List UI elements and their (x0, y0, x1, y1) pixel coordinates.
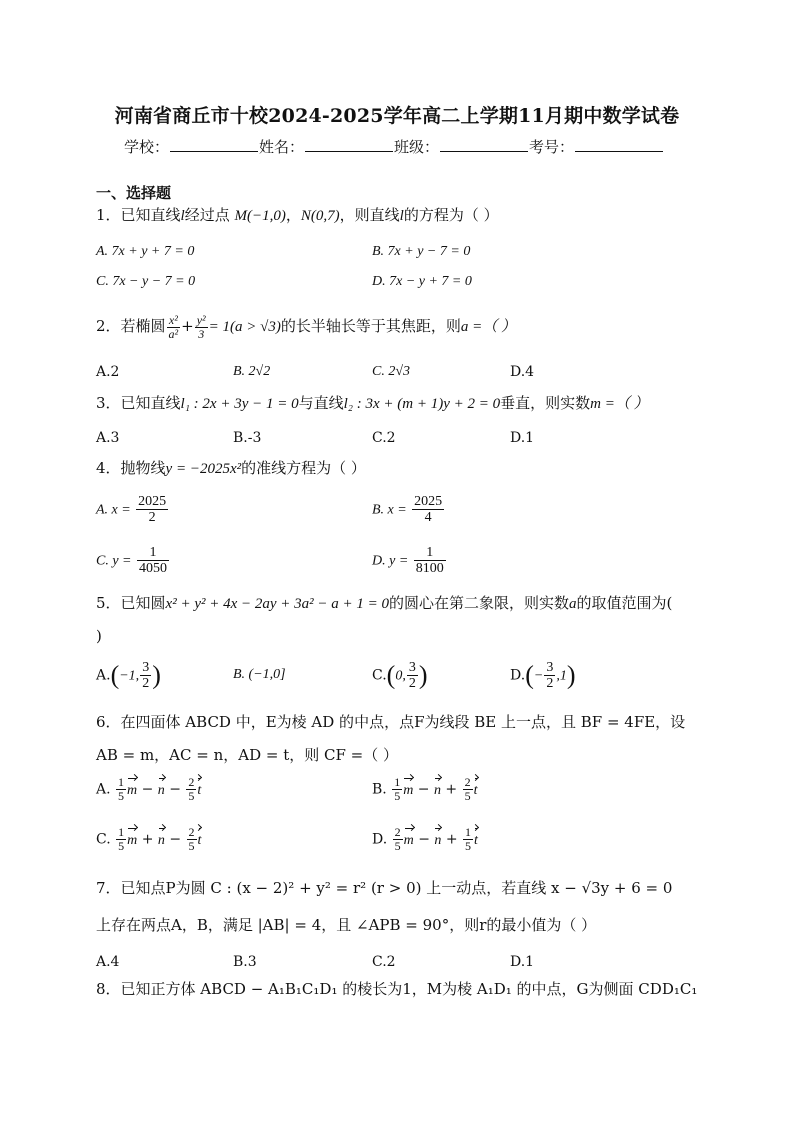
exam-title: 河南省商丘市十校2024-2025学年高二上学期11月期中数学试卷 (114, 105, 680, 127)
question-1-option-d: D. 7x − y + 7 = 0 (372, 274, 472, 289)
question-1-option-c: C. 7x − y − 7 = 0 (96, 274, 196, 289)
question-4-stem: 4．抛物线y = −2025x²的准线方程为（ ） (96, 459, 366, 477)
question-1-option-b: B. 7x + y − 7 = 0 (372, 244, 471, 259)
question-7-option-c: C.2 (372, 954, 396, 970)
question-2-option-c: C. 2√3 (372, 364, 411, 379)
question-6-option-d: D. $\frac{2}{5}$ m − n + $\frac{1}{5}$ t (372, 825, 478, 853)
question-6-option-c: C. $\frac{1}{5}$ m + n − $\frac{2}{5}$ t (96, 825, 202, 853)
question-7-option-b: B.3 (233, 954, 257, 970)
school-label: 学校： (124, 138, 170, 156)
question-3-option-b: B.-3 (233, 430, 262, 446)
student-info-line (124, 136, 664, 157)
question-4-option-a: A. x = $\frac{2025}{2}$ (96, 494, 167, 525)
question-5-stem: 5．已知圆x² + y² + 4x − 2ay + 3a² − a + 1 = 0的圆心在第二象限，则实数a的取值范围为( (96, 594, 673, 612)
name-label: 姓名： (259, 138, 305, 156)
class-blank (440, 138, 528, 152)
question-6-option-b: B. $\frac{1}{5}$ m − n + $\frac{2}{5}$ t (372, 775, 478, 803)
question-4-option-d: D. y = $\frac{1}{8100}$ (372, 545, 444, 576)
question-3-option-d: D.1 (510, 430, 535, 446)
question-1-option-a: A. 7x + y + 7 = 0 (96, 244, 195, 259)
question-5-option-d: D.(− $\frac{3}{2}$ ,1) (510, 660, 576, 691)
exam-number-label: 考号： (529, 138, 575, 156)
question-5-stem-continued: ) (96, 627, 102, 645)
question-7-option-d: D.1 (510, 954, 535, 970)
question-2-stem: 2．若椭圆 $\frac{\text{x²}}{\text{a²}}$ + $\frac{\text{y²}}{3}$ = 1(a > √3)的长半轴长等于其焦距，则a =（ ） (96, 312, 517, 341)
question-4-option-b: B. x = $\frac{2025}{4}$ (372, 494, 443, 525)
question-1-stem: 1．已知直线l经过点 M(−1,0)，N(0,7)，则直线l的方程为（ ） (96, 206, 499, 224)
question-7-line-2: 上存在两点A，B，满足 |AB| = 4，且 ∠APB = 90°，则r的最小值为（ ） (96, 916, 597, 934)
question-6-line-2: AB = m，AC = n，AD = t，则 CF =（ ） (96, 746, 399, 764)
question-3-option-a: A.3 (96, 430, 120, 446)
question-3-stem: 3．已知直线l₁ : 2x + 3y − 1 = 0与直线l₂ : 3x + (m + 1)y + 2 = 0垂直，则实数m =（ ） (96, 394, 649, 412)
question-3-option-c: C.2 (372, 430, 396, 446)
question-7-option-a: A.4 (96, 954, 120, 970)
question-6-line-1: 6．在四面体 ABCD 中，E为棱 AD 的中点，点F为线段 BE 上一点，且 BF = 4FE，设 (96, 713, 686, 731)
question-2-option-b: B. 2√2 (233, 364, 271, 379)
question-5-option-c: C.(0, $\frac{3}{2}$ ) (372, 660, 428, 691)
name-blank (305, 138, 393, 152)
question-6-option-a: A. $\frac{1}{5}$ m − n − $\frac{2}{5}$ t (96, 775, 202, 803)
exam-number-blank (575, 138, 663, 152)
section-heading: 一、选择题 (96, 184, 172, 202)
school-blank (170, 138, 258, 152)
question-5-option-a: A.(−1, $\frac{3}{2}$ ) (96, 660, 161, 691)
class-label: 班级： (394, 138, 440, 156)
question-2-option-d: D.4 (510, 364, 535, 380)
question-7-line-1: 7．已知点P为圆 C : (x − 2)² + y² = r² (r > 0) 上一动点，若直线 x − √3y + 6 = 0 (96, 879, 673, 897)
question-5-option-b: B. (−1,0] (233, 667, 286, 682)
question-8-line-1: 8．已知正方体 ABCD − A₁B₁C₁D₁ 的棱长为1，M为棱 A₁D₁ 的中点，G为侧面 CDD₁C₁ (96, 980, 698, 998)
question-2-option-a: A.2 (96, 364, 120, 380)
question-4-option-c: C. y = $\frac{1}{4050}$ (96, 545, 167, 576)
